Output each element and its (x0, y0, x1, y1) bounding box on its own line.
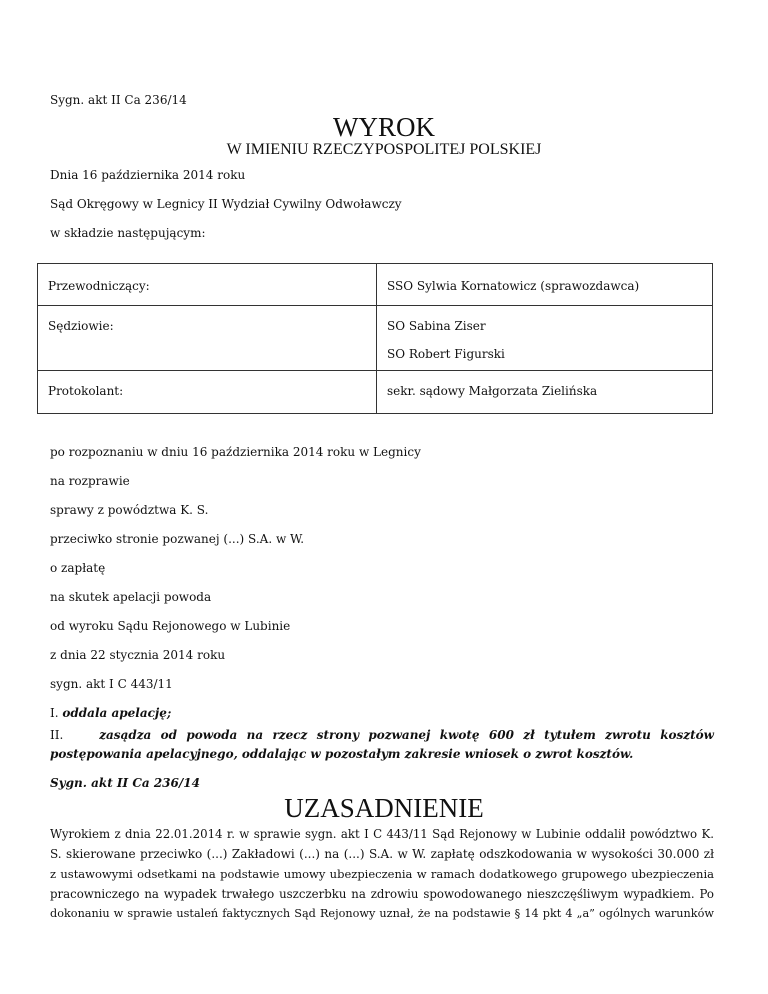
date-line: Dnia 16 października 2014 roku (50, 168, 246, 182)
panel-table (37, 263, 713, 414)
clerk-value: sekr. sądowy Małgorzata Zielińska (387, 384, 598, 398)
proceedings-line-2: na rozprawie (50, 474, 130, 488)
clerk-value-cell (377, 371, 713, 414)
chair-label-cell (38, 264, 377, 306)
judges-label-cell (38, 306, 377, 371)
panel-row-clerk (38, 371, 713, 414)
court-line: Sąd Okręgowy w Legnicy II Wydział Cywilny Odwoławczy (50, 197, 402, 211)
judges-label: Sędziowie: (48, 319, 114, 333)
composition-line: w składzie następującym: (50, 226, 206, 240)
justification-line-1: Wyrokiem z dnia 22.01.2014 r. w sprawie sygn. akt I C 443/11 Sąd Rejonowy w Lubinie oddalił powództwo K. (50, 827, 714, 841)
ruling-item-2-number: II. (50, 728, 64, 742)
panel-row-chair (38, 264, 713, 306)
justification-line-2: S. skierowane przeciwko (...) Zakładowi (...) na (...) S.A. w W. zapłatę odszkodowania w wysokości 30.000 zł (50, 847, 714, 861)
chair-value-cell (377, 264, 713, 306)
proceedings-line-6: na skutek apelacji powoda (50, 590, 212, 604)
judge-2: SO Robert Figurski (387, 347, 505, 361)
justification-heading: UZASADNIENIE (284, 793, 484, 823)
clerk-label: Protokolant: (48, 384, 124, 398)
proceedings-line-1: po rozpoznaniu w dniu 16 października 2014 roku w Legnicy (50, 445, 421, 459)
ruling-item-1-text: oddala apelację; (62, 706, 172, 720)
judges-value-cell (377, 306, 713, 371)
document-title: WYROK (333, 112, 435, 142)
document-subtitle: W IMIENIU RZECZYPOSPOLITEJ POLSKIEJ (226, 141, 542, 158)
justification-line-3: z ustawowymi odsetkami na podstawie umowy ubezpieczenia w ramach dodatkowego grupowego ubezpieczenia (50, 867, 714, 881)
ruling-item-2 (50, 726, 714, 764)
proceedings-line-5: o zapłatę (50, 561, 106, 575)
proceedings-line-7: od wyroku Sądu Rejonowego w Lubinie (50, 619, 291, 633)
clerk-label-cell (38, 371, 377, 414)
proceedings-line-8: z dnia 22 stycznia 2014 roku (50, 648, 226, 662)
ruling-item-1 (50, 705, 171, 721)
chair-label: Przewodniczący: (48, 279, 150, 293)
judge-1: SO Sabina Ziser (387, 319, 486, 333)
justification-line-4: pracowniczego na wypadek trwałego uszczerbku na zdrowiu spowodowanego nieszczęśliwym wypadkiem. Po (50, 887, 714, 901)
proceedings-line-4: przeciwko stronie pozwanej (...) S.A. w W. (50, 532, 305, 546)
proceedings-line-9: sygn. akt I C 443/11 (50, 677, 173, 691)
justification-body (50, 824, 714, 924)
panel-row-judges (38, 306, 713, 371)
ruling-item-1-number: I. (50, 706, 59, 720)
ruling-item-2-line-1 (50, 726, 714, 745)
justification-case-number: Sygn. akt II Ca 236/14 (50, 776, 200, 790)
chair-value: SSO Sylwia Kornatowicz (sprawozdawca) (387, 279, 640, 293)
proceedings-line-3: sprawy z powództwa K. S. (50, 503, 209, 517)
justification-line-5: dokonaniu w sprawie ustaleń faktycznych Sąd Rejonowy uznał, że na podstawie § 14 pkt 4 „a” ogólnych warunków (50, 907, 714, 920)
ruling-item-2-text-2: postępowania apelacyjnego, oddalając w pozostałym zakresie wniosek o zwrot kosztów. (50, 747, 634, 761)
ruling-item-2-text-1: zasądza od powoda na rzecz strony pozwanej kwotę 600 zł tytułem zwrotu kosztów (99, 728, 714, 742)
case-number: Sygn. akt II Ca 236/14 (50, 93, 187, 107)
